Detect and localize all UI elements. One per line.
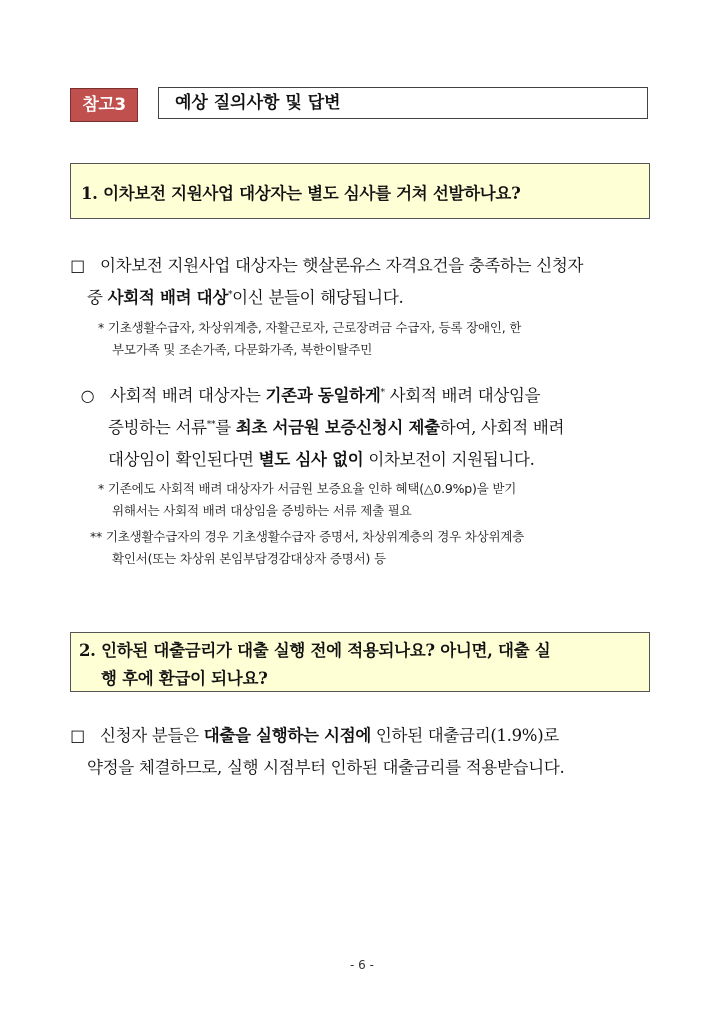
answer-2-text-1b: 인하된 대출금리(1.9%)로 [370,726,559,745]
answer-2-line-1 [70,720,655,752]
page-title: 예상 질의사항 및 답변 [158,87,648,119]
sub-footnote-2 [90,526,524,570]
checkbox-bullet-icon: □ [70,256,85,275]
footnote-mark: * [227,290,233,300]
sub-line-2 [80,412,665,444]
sub-bold-2: 최초 서금원 보증신청시 제출 [235,418,440,437]
question-2-line-1: 2. 인하된 대출금리가 대출 실행 전에 적용되나요? 아니면, 대출 실 [79,641,551,660]
question-2-line-2: 행 후에 환급이 되나요? [101,669,268,688]
sub-text-1b: 사회적 배려 대상임을 [384,386,541,405]
sub-text-1a: 사회적 배려 대상자는 [109,386,266,405]
answer-1-text-2b: 이신 분들이 해당됩니다. [232,288,404,307]
checkbox-bullet-icon: □ [70,726,85,745]
answer-1-footnote [98,317,521,361]
sub-bold-3: 별도 심사 없이 [258,450,364,469]
sub-text-2c: 하여, 사회적 배려 [439,418,565,437]
sub-footnote-1-line-2: 위해서는 사회적 배려 대상임을 증빙하는 서류 제출 필요 [112,503,412,518]
footnote-line-1: * 기초생활수급자, 차상위계층, 자활근로자, 근로장려금 수급자, 등록 장애인, 한 [98,320,522,335]
answer-2-paragraph [70,720,655,784]
answer-1-text-2a: 중 [87,288,108,307]
sub-text-3a: 대상임이 확인된다면 [108,450,259,469]
answer-1-line-2 [70,282,655,314]
answer-2-line-2: 약정을 체결하므로, 실행 시점부터 인하된 대출금리를 적용받습니다. [87,758,565,777]
sub-bold-1: 기존과 동일하게 [265,386,381,405]
answer-1-sub-paragraph [80,380,665,476]
answer-1-bold: 사회적 배려 대상 [107,288,228,307]
footnote-mark: ** [206,420,216,430]
answer-2-text-1a: 신청자 분들은 [99,726,204,745]
question-2-box [70,632,650,692]
sub-footnote-1-line-1: * 기존에도 사회적 배려 대상자가 서금원 보증요율 인하 혜택(△0.9%p)을 받기 [98,481,517,496]
sub-text-2b: 를 [215,418,236,437]
footnote-mark: * [380,388,385,398]
sub-footnote-2-line-2: 확인서(또는 차상위 본임부담경감대상자 증명서) 등 [112,551,386,566]
page-number: - 6 - [350,958,374,972]
sub-footnote-2-line-1: ** 기초생활수급자의 경우 기초생활수급자 증명서, 차상위계층의 경우 차상위계층 [90,529,525,544]
sub-text-2a: 증빙하는 서류 [108,418,207,437]
footnote-line-2: 부모가족 및 조손가족, 다문화가족, 북한이탈주민 [112,342,373,357]
sub-text-3b: 이차보전이 지원됩니다. [363,450,535,469]
circle-bullet-icon: ○ [80,386,95,405]
reference-badge: 참고3 [70,88,138,122]
answer-1-paragraph [70,250,655,314]
question-1-box [70,163,650,219]
answer-1-text-1: 이차보전 지원사업 대상자는 햇살론유스 자격요건을 충족하는 신청자 [99,256,584,275]
answer-1-line-1 [70,250,655,282]
question-1-text: 1. 이차보전 지원사업 대상자는 별도 심사를 거쳐 선발하나요? [81,184,521,203]
sub-line-3 [80,444,665,476]
sub-line-1 [80,380,665,412]
sub-footnote-1 [98,478,516,522]
answer-2-bold: 대출을 실행하는 시점에 [203,726,371,745]
